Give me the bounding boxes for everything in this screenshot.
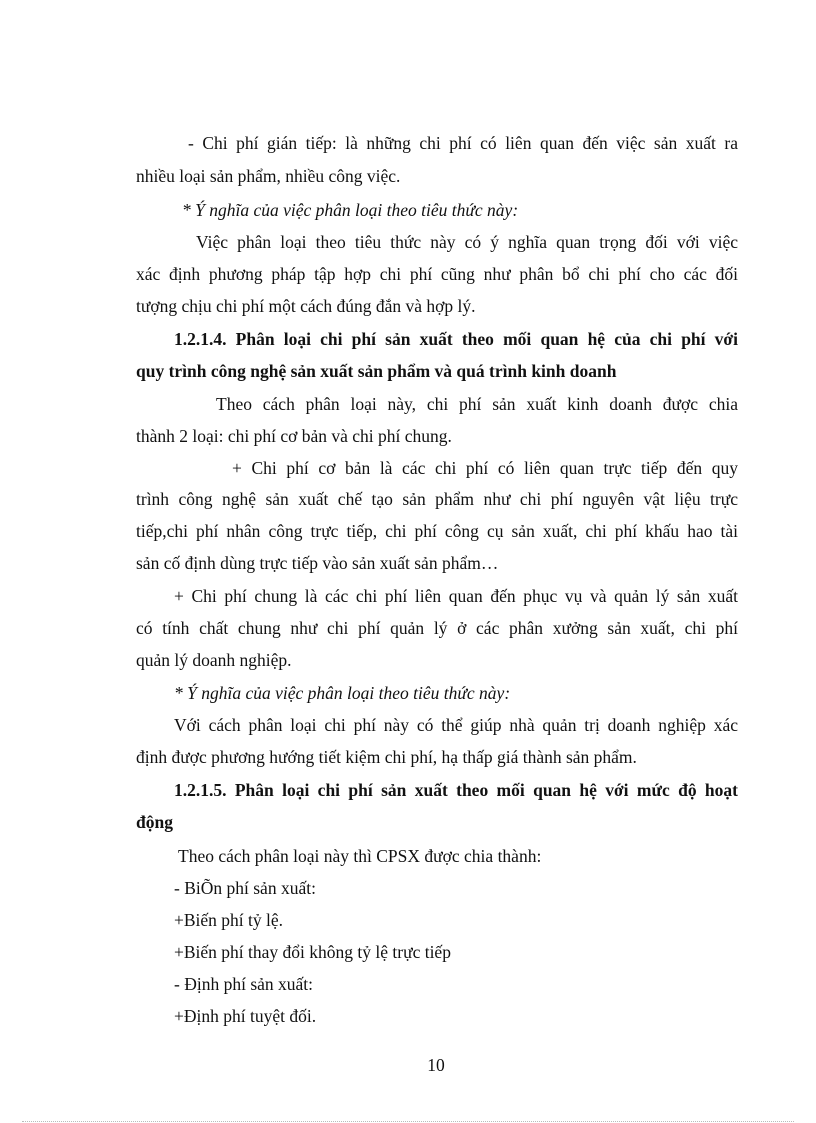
paragraph-significance-2-line-1: Với cách phân loại chi phí này có thể giúp nhà quản trị doanh nghiệp xác [174,715,738,735]
paragraph-significance-1-line-3: tượng chịu chi phí một cách đúng đắn và hợp lý. [136,296,476,316]
paragraph-general-cost-line-2: có tính chất chung như chi phí quản lý ở các phân xưởng sản xuất, chi phí [136,618,738,638]
list-item-proportional-variable-cost: +Biến phí tỷ lệ. [174,910,284,930]
paragraph-general-cost-line-1: + Chi phí chung là các chi phí liên quan đến phục vụ và quản lý sản xuất [174,586,738,606]
paragraph-indirect-cost-line-2: nhiều loại sản phẩm, nhiều công việc. [136,166,401,186]
list-item-variable-cost: - BiÕn phí sản xuất: [174,878,316,898]
paragraph-basic-cost-line-4: sản cố định dùng trực tiếp vào sản xuất sản phẩm… [136,553,499,573]
list-item-fixed-cost: - Định phí sản xuất: [174,974,314,994]
paragraph-significance-1-line-2: xác định phương pháp tập hợp chi phí cũng như phân bổ chi phí cho các đối [136,264,738,284]
section-heading-1-2-1-4-line-1: 1.2.1.4. Phân loại chi phí sản xuất theo mối quan hệ của chi phí với [174,329,738,349]
bottom-divider [22,1121,794,1122]
paragraph-indirect-cost-line-1: - Chi phí gián tiếp: là những chi phí có liên quan đến việc sản xuất ra [188,133,738,153]
paragraph-basic-cost-line-3: tiếp,chi phí nhân công trực tiếp, chi phí công cụ sản xuất, chi phí khấu hao tài [136,521,738,541]
list-item-nonproportional-variable-cost: +Biến phí thay đổi không tỷ lệ trực tiếp [174,942,451,962]
paragraph-classification-line-1: Theo cách phân loại này, chi phí sản xuất kinh doanh được chia [216,394,738,414]
paragraph-significance-2-line-2: định được phương hướng tiết kiệm chi phí, hạ thấp giá thành sản phẩm. [136,747,637,767]
paragraph-basic-cost-line-2: trình công nghệ sản xuất chế tạo sản phẩm như chi phí nguyên vật liệu trực [136,489,738,509]
paragraph-cpsx-intro: Theo cách phân loại này thì CPSX được chia thành: [178,846,542,866]
significance-heading-1: * Ý nghĩa của việc phân loại theo tiêu thức này: [182,200,519,220]
list-item-absolute-fixed-cost: +Định phí tuyệt đối. [174,1006,317,1026]
paragraph-general-cost-line-3: quản lý doanh nghiệp. [136,650,292,670]
paragraph-significance-1-line-1: Việc phân loại theo tiêu thức này có ý nghĩa quan trọng đối với việc [196,232,738,252]
section-heading-1-2-1-5-line-1: 1.2.1.5. Phân loại chi phí sản xuất theo mối quan hệ với mức độ hoạt [174,780,738,800]
section-heading-1-2-1-5-line-2: động [136,812,173,832]
page-number: 10 [427,1055,445,1075]
paragraph-classification-line-2: thành 2 loại: chi phí cơ bản và chi phí chung. [136,426,452,446]
section-heading-1-2-1-4-line-2: quy trình công nghệ sản xuất sản phẩm và quá trình kinh doanh [136,361,617,381]
paragraph-basic-cost-line-1: + Chi phí cơ bản là các chi phí có liên quan trực tiếp đến quy [232,458,738,478]
significance-heading-2: * Ý nghĩa của việc phân loại theo tiêu thức này: [174,683,511,703]
